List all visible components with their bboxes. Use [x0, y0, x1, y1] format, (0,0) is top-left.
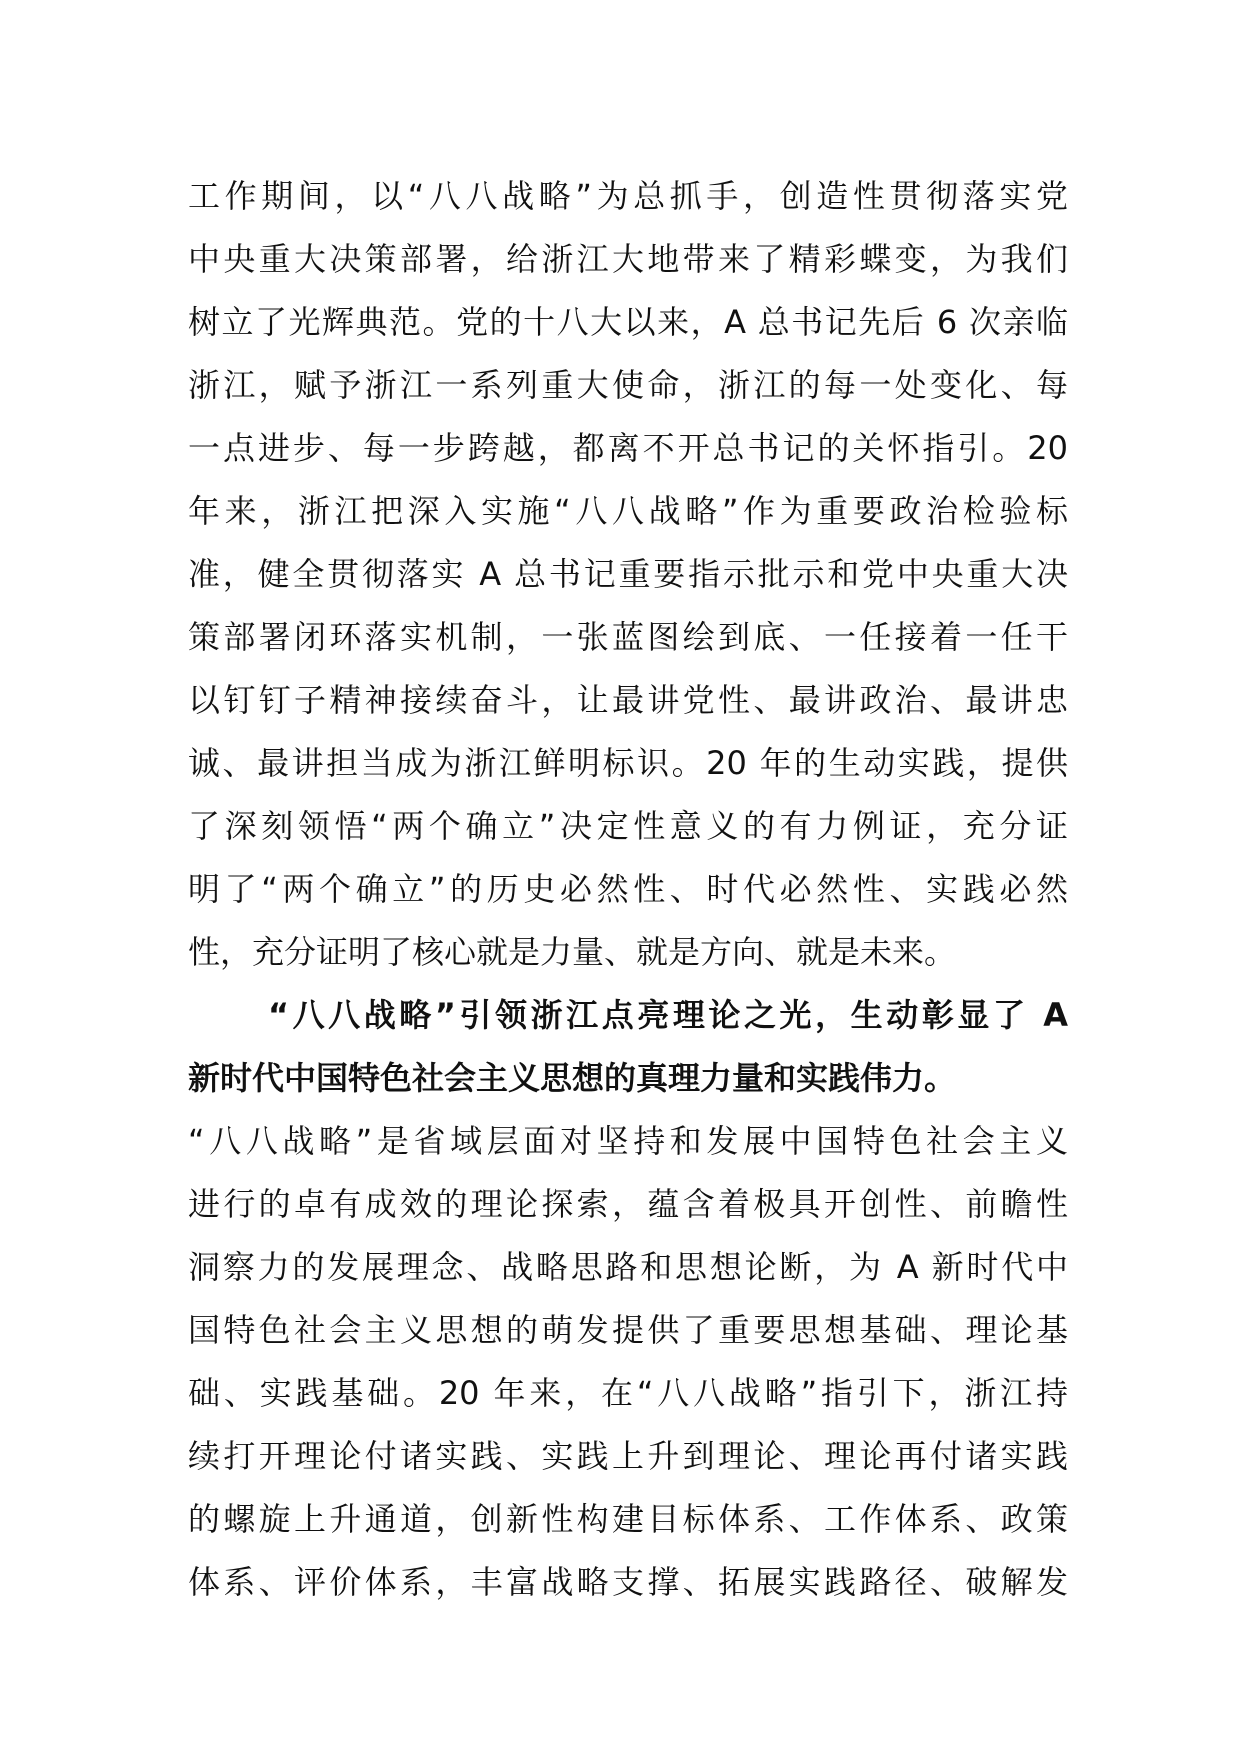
section-heading-line: “八八战略”引领浙江点亮理论之光，生动彰显了 A	[268, 996, 1068, 1034]
body-text	[188, 165, 1068, 1614]
text-line: 年来，浙江把深入实施“八八战略”作为重要政治检验标	[188, 492, 1068, 530]
text-line: 续打开理论付诸实践、实践上升到理论、理论再付诸实践	[188, 1437, 1068, 1475]
text-line: 的螺旋上升通道，创新性构建目标体系、工作体系、政策	[188, 1500, 1068, 1538]
text-line: 工作期间，以“八八战略”为总抓手，创造性贯彻落实党	[188, 177, 1068, 215]
text-line: 明了“两个确立”的历史必然性、时代必然性、实践必然	[188, 870, 1068, 908]
text-line: 浙江，赋予浙江一系列重大使命，浙江的每一处变化、每	[188, 366, 1068, 404]
text-line: 准，健全贯彻落实 A 总书记重要指示批示和党中央重大决	[188, 555, 1068, 593]
text-line: 洞察力的发展理念、战略思路和思想论断，为 A 新时代中	[188, 1248, 1068, 1286]
text-line: 策部署闭环落实机制，一张蓝图绘到底、一任接着一任干	[188, 618, 1068, 656]
text-line: “八八战略”是省域层面对坚持和发展中国特色社会主义	[188, 1122, 1068, 1160]
text-line: 进行的卓有成效的理论探索，蕴含着极具开创性、前瞻性	[188, 1185, 1068, 1223]
text-line: 体系、评价体系，丰富战略支撑、拓展实践路径、破解发	[188, 1563, 1068, 1601]
text-line: 一点进步、每一步跨越，都离不开总书记的关怀指引。20	[188, 429, 1068, 467]
text-line: 国特色社会主义思想的萌发提供了重要思想基础、理论基	[188, 1311, 1068, 1349]
text-line: 了深刻领悟“两个确立”决定性意义的有力例证，充分证	[188, 807, 1068, 845]
text-line: 树立了光辉典范。党的十八大以来，A 总书记先后 6 次亲临	[188, 303, 1068, 341]
text-line: 中央重大决策部署，给浙江大地带来了精彩蝶变，为我们	[188, 240, 1068, 278]
text-line: 性，充分证明了核心就是力量、就是方向、就是未来。	[188, 933, 957, 971]
text-line: 以钉钉子精神接续奋斗，让最讲党性、最讲政治、最讲忠	[188, 681, 1068, 719]
text-line: 诚、最讲担当成为浙江鲜明标识。20 年的生动实践，提供	[188, 744, 1068, 782]
section-heading-line: 新时代中国特色社会主义思想的真理力量和实践伟力。	[188, 1059, 957, 1097]
text-line: 础、实践基础。20 年来，在“八八战略”指引下，浙江持	[188, 1374, 1068, 1412]
